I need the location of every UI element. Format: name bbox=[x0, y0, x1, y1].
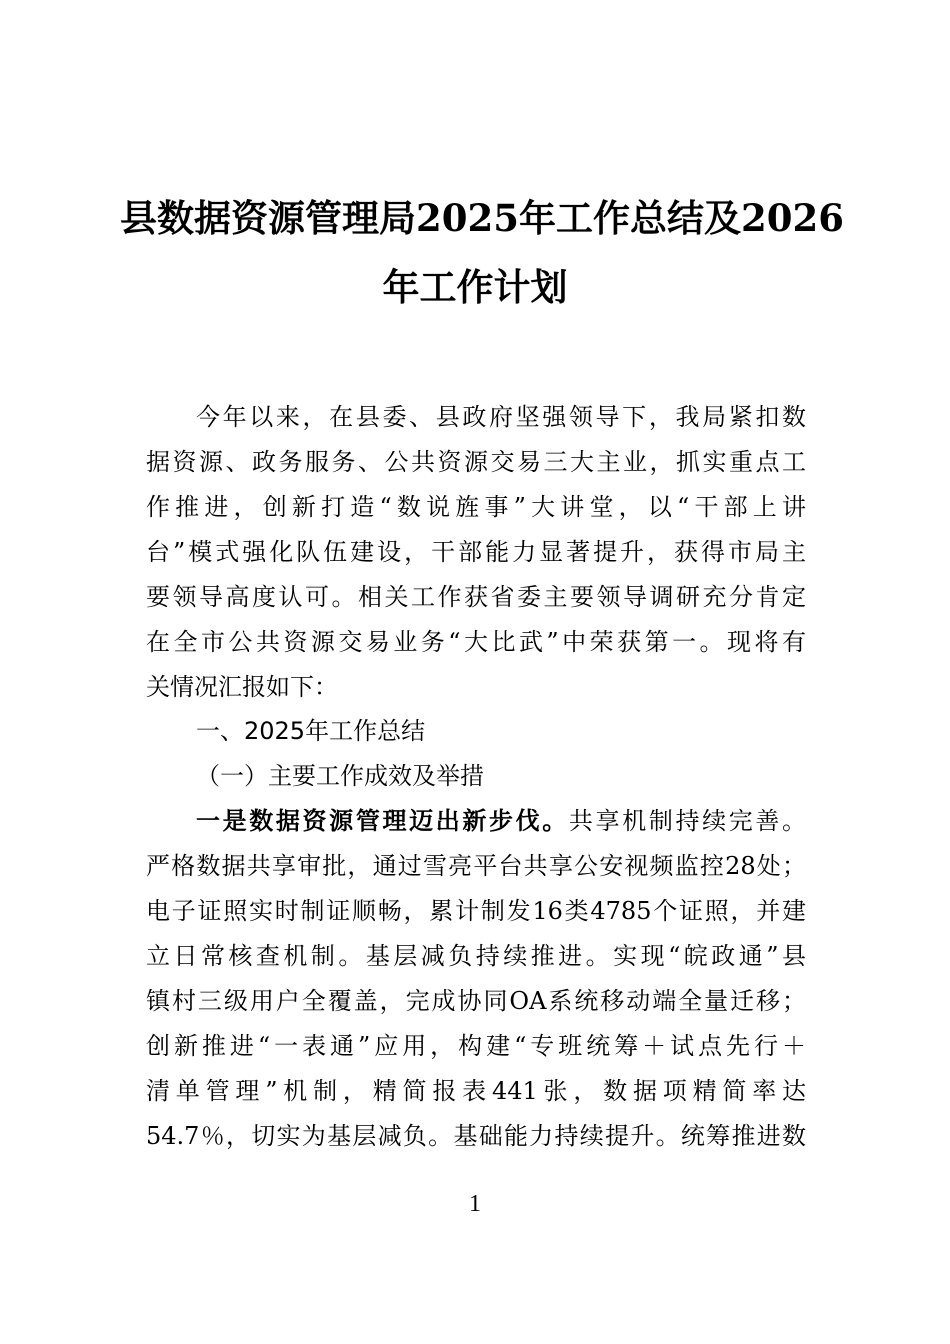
section1-line: 严格数据共享审批，通过雪亮平台共享公安视频监控28处； bbox=[146, 852, 806, 880]
section1-line: 54.7％，切实为基层减负。基础能力持续提升。统筹推进数 bbox=[146, 1122, 806, 1150]
section1-line: 立日常核查机制。基层减负持续推进。实现“皖政通”县 bbox=[146, 942, 806, 970]
section1-first-line bbox=[196, 806, 806, 836]
intro-line: 在全市公共资源交易业务“大比武”中荣获第一。现将有 bbox=[146, 628, 806, 656]
page-number: 1 bbox=[469, 1191, 481, 1217]
intro-line: 要领导高度认可。相关工作获省委主要领导调研充分肯定 bbox=[146, 583, 806, 611]
section1-line: 电子证照实时制证顺畅，累计制发16类4785个证照，并建 bbox=[146, 897, 806, 925]
intro-line: 作推进，创新打造“数说旌事”大讲堂，以“干部上讲 bbox=[146, 493, 806, 521]
section1-line: 创新推进“一表通”应用，构建“专班统筹＋试点先行＋ bbox=[146, 1032, 806, 1060]
section-heading-1: 一、2025年工作总结 bbox=[196, 717, 426, 745]
document-title-line-2: 年工作计划 bbox=[382, 265, 568, 309]
intro-line: 今年以来，在县委、县政府坚强领导下，我局紧扣数 bbox=[196, 403, 806, 431]
intro-line: 据资源、政务服务、公共资源交易三大主业，抓实重点工 bbox=[146, 448, 806, 476]
intro-line: 台”模式强化队伍建设，干部能力显著提升，获得市局主 bbox=[146, 538, 806, 566]
section1-line: 清单管理”机制，精简报表441张，数据项精简率达 bbox=[146, 1077, 806, 1105]
section1-lead-rest: 共享机制持续完善。 bbox=[568, 807, 807, 835]
section1-lead: 一是数据资源管理迈出新步伐。 bbox=[196, 806, 569, 835]
document-title-line-1: 县数据资源管理局2025年工作总结及2026 bbox=[120, 196, 844, 240]
intro-line: 关情况汇报如下： bbox=[146, 673, 338, 701]
section-heading-2: （一）主要工作成效及举措 bbox=[196, 762, 484, 790]
section1-line: 镇村三级用户全覆盖，完成协同OA系统移动端全量迁移； bbox=[146, 987, 806, 1015]
